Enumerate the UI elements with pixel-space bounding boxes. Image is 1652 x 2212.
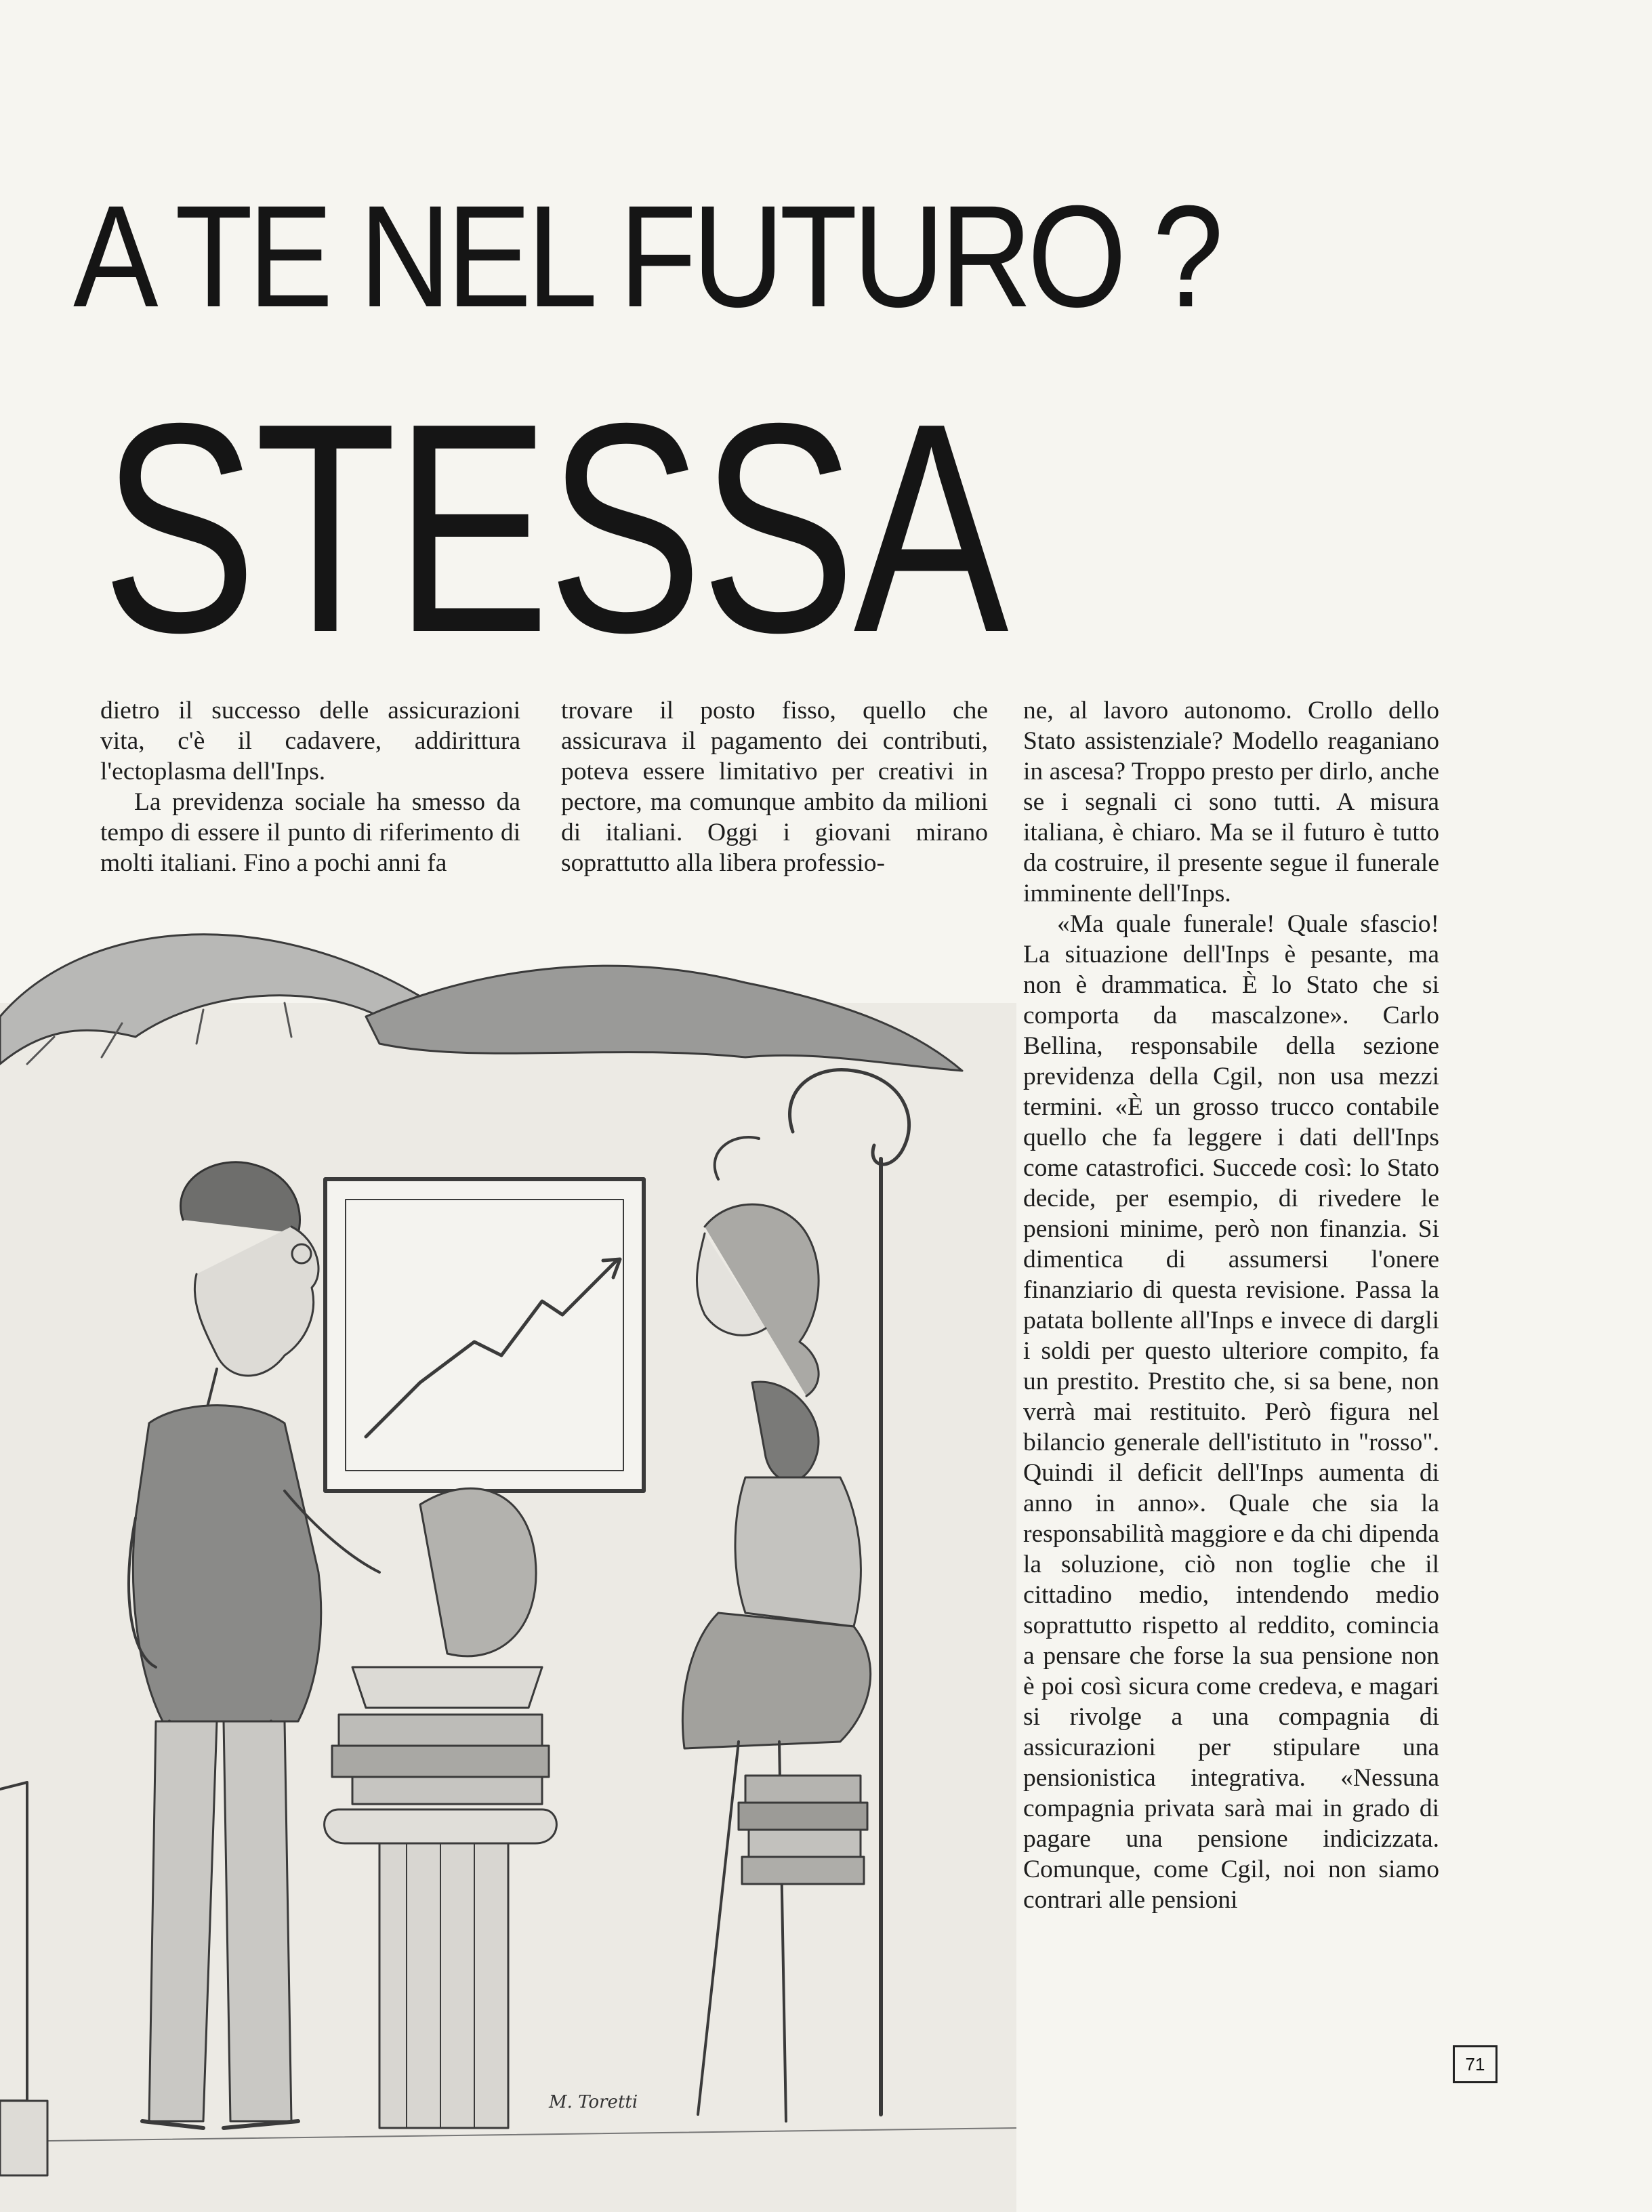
text-column-2 [561, 695, 988, 878]
headline-line-1: A TE NEL FUTURO ? [73, 176, 1219, 337]
paragraph: ne, al lavoro autonomo. Crollo dello Stato assistenziale? Modello reaganiano in ascesa? Troppo presto per dirlo, anche se i segnali ci sono tutti. A misura italiana, è chiaro. Ma se il futuro è tutto da costruire, il presente segue il funerale imminente dell'Inps. [1023, 697, 1439, 907]
text-column-3 [1023, 695, 1439, 1915]
paragraph: trovare il posto fisso, quello che assicurava il pagamento dei contributi, poteva essere limitativo per creativi in pectore, ma comunque ambito da milioni di italiani. Oggi i giovani mirano soprattutto alla libera professio- [561, 697, 988, 877]
text-column-1 [100, 695, 520, 878]
page-number: 71 [1453, 2045, 1498, 2083]
paragraph: dietro il successo delle assicurazioni vita, c'è il cadavere, addirittura l'ectoplasma dell'Inps. [100, 697, 520, 785]
headline-line-2: STESSA [102, 362, 1007, 695]
illustration-signature: M. Toretti [549, 2092, 638, 2112]
paragraph: «Ma quale funerale! Quale sfascio! La situazione dell'Inps è pesante, ma non è drammatica. È lo Stato che si comporta da mascalzone». Carlo Bellina, responsabile della sezione previdenza della Cgil, non usa mezzi termini. «È un grosso trucco contabile quello che fa leggere i dati dell'Inps come catastrofici. Succede così: lo Stato decide, per esempio, di rivedere le pensioni minime, però non finanzia. Si dimentica di assumersi l'onere finanziario di questa revisione. Passa la patata bollente all'Inps e invece di dargli i soldi per questo ulteriore compito, fa un prestito. Prestito che, si sa bene, non verrà mai restituito. Però figura nel bilancio generale dell'istituto in "rosso". Quindi il deficit dell'Inps aumenta di anno in anno». Quale che sia la responsabilità maggiore e da chi dipenda la soluzione, ciò non toglie che il cittadino medio, intendendo medio soprattutto rispetto al reddito, comincia a pensare che forse la sua pensione non è poi così sicura come credeva, e magari si rivolge a una compagnia di assicurazioni per stipulare una pensionistica integrativa. «Nessuna compagnia privata sarà mai in grado di pagare una pensione indicizzata. Comunque, come Cgil, noi non siamo contrari alle pensioni [1023, 910, 1439, 1914]
paragraph: La previdenza sociale ha smesso da tempo di essere il punto di riferimento di molti italiani. Fino a pochi anni fa [100, 788, 520, 877]
cartoon-illustration [0, 908, 1016, 2212]
